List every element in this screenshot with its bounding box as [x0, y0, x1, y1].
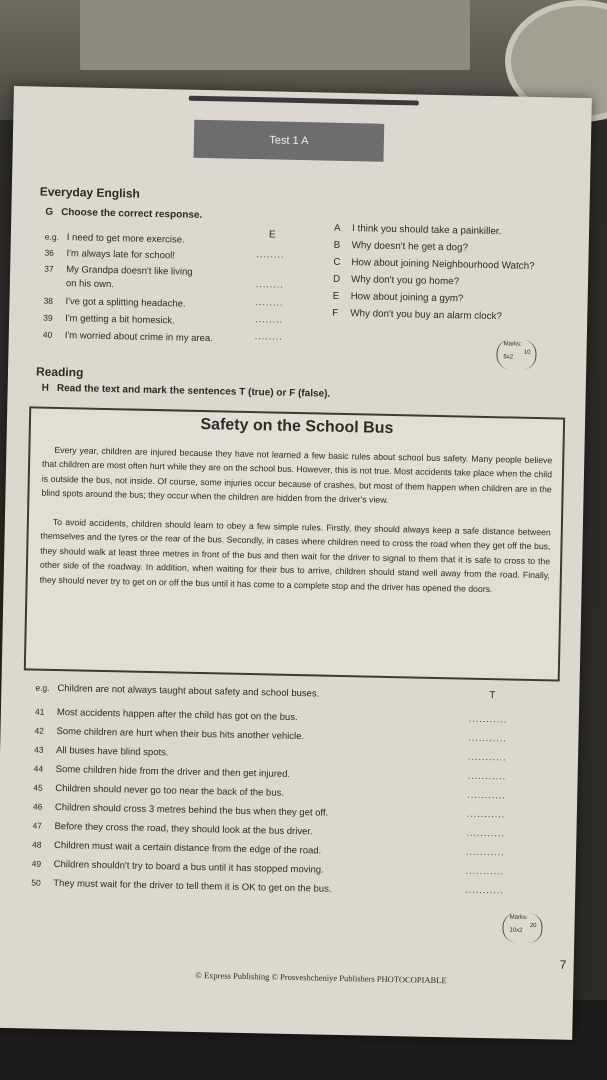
list-item: [44, 264, 193, 278]
page-top-bar: [189, 96, 419, 106]
story-paragraph-2: To avoid accidents, children should learn to obey a few simple rules. Firstly, they should always keep a safe distance between themselves and the tyres or the rear of the bus. Secondly, in cases where children need to cross the road when they get off the bus, they should walk at least three metres in front of the bus and then wait for the driver to signal to them that it is safe to cross to the other side of the roadway. In addition, when waiting for their bus to arrive, children should stand well away from the road. Finally, they should never try to get on or off the bus until it has come to a complete stop and the driver has opened the doors.: [39, 516, 551, 594]
example-answer-h: T: [489, 690, 496, 702]
item-text: I'm getting a bit homesick.: [65, 313, 175, 327]
section-h-instruction: [42, 383, 339, 400]
list-item: [44, 248, 175, 262]
answer-blank[interactable]: ........: [256, 249, 285, 260]
instruction-g-text: Choose the correct response.: [61, 207, 203, 221]
example-text: I need to get more exercise.: [66, 232, 185, 246]
section-g-instruction: [45, 207, 210, 221]
list-item: 46 Children should cross 3 metres behind the bus when they get off.: [32, 801, 329, 819]
option-f: F Why don't you buy an alarm clock?: [332, 307, 503, 323]
list-item: [43, 313, 175, 327]
list-item: 43 All buses have blind spots.: [34, 744, 169, 759]
item-text: I'm worried about crime in my area.: [64, 330, 213, 345]
answer-blank[interactable]: ...........: [467, 770, 507, 782]
list-item: 41 Most accidents happen after the child has got on the bus.: [34, 706, 298, 724]
everyday-english-heading: Everyday English: [39, 184, 140, 201]
list-item: [43, 330, 213, 345]
list-item: 49 Children shouldn't try to board a bus until it has stopped moving.: [31, 858, 324, 876]
marks-box-h: Marks: 10x2 20: [502, 912, 543, 943]
list-item: 44 Some children hide from the driver and then get injured.: [33, 763, 291, 780]
test-page: [0, 86, 592, 1040]
answer-blank[interactable]: ........: [254, 331, 283, 342]
option-a: A I think you should take a painkiller.: [333, 222, 502, 238]
story-title: Safety on the School Bus: [200, 415, 394, 438]
answer-blank[interactable]: ...........: [467, 751, 507, 763]
list-item: 47 Before they cross the road, they should look at the bus driver.: [32, 820, 313, 838]
list-item: 48 Children must wait a certain distance from the edge of the road.: [32, 839, 322, 857]
item-num: 36: [44, 247, 55, 258]
item-text: I've got a splitting headache.: [65, 296, 186, 310]
reading-text-box: [24, 406, 565, 681]
item-text: I'm always late for school!: [66, 248, 176, 262]
marks-box-g: Marks: 5x2 10: [496, 339, 537, 370]
answer-blank[interactable]: ...........: [465, 846, 505, 858]
story-paragraph-1: Every year, children are injured because they have not learned a few basic rules about school bus safety. Many people believe that children are most often hurt while they are on the school bus. However, this is not true. Most accidents take place when the child is outside the bus, not inside. Of course, some injuries occur because of crashes, but most of them happen when children are in the blind spots around the bus; they occur when the children are hidden from the driver's view.: [41, 444, 553, 506]
answer-blank[interactable]: ...........: [465, 865, 505, 877]
answer-blank[interactable]: ........: [255, 279, 285, 290]
example-line-g: [45, 232, 185, 246]
background-box: [80, 0, 470, 70]
item-num: 38: [43, 295, 54, 306]
answer-blank[interactable]: ...........: [467, 789, 506, 801]
list-item: 45 Children should never go too near the back of the bus.: [33, 782, 285, 799]
example-num: e.g.: [44, 231, 60, 242]
task-letter-h: H: [41, 382, 50, 394]
list-item: 50 They must wait for the driver to tell them it is OK to get on the bus.: [31, 877, 332, 895]
example-answer: E: [268, 229, 276, 241]
answer-blank[interactable]: ...........: [468, 732, 508, 744]
answer-blank[interactable]: ...........: [468, 713, 508, 725]
answer-blank[interactable]: ........: [255, 297, 284, 308]
option-b: B Why doesn't he get a dog?: [333, 239, 469, 254]
example-line-h: e.g. Children are not always taught about safety and school buses.: [35, 682, 320, 700]
list-item: 42 Some children are hurt when their bus hits another vehicle.: [34, 725, 305, 743]
item-num: 37: [44, 263, 54, 274]
item-num: 40: [42, 329, 53, 340]
list-item: [43, 296, 185, 310]
copyright-footer: © Express Publishing © Prosveshcheniye Publishers PHOTOCOPIABLE: [195, 969, 447, 986]
answer-blank[interactable]: ...........: [466, 827, 506, 839]
item-text: My Grandpa doesn't like living: [66, 264, 193, 278]
option-e: E How about joining a gym?: [332, 290, 464, 305]
test-title: Test 1 A: [194, 120, 385, 162]
reading-heading: Reading: [35, 364, 84, 380]
answer-blank[interactable]: ...........: [466, 808, 506, 820]
item-text-continued: on his own.: [65, 278, 115, 291]
option-c: C How about joining Neighbourhood Watch?: [333, 256, 535, 272]
page-number: 7: [559, 957, 567, 972]
option-d: D Why don't you go home?: [332, 273, 460, 288]
answer-blank[interactable]: ...........: [465, 884, 504, 896]
instruction-h-text: Read the text and mark the sentences T (true) or F (false).: [56, 382, 331, 400]
item-num: 39: [43, 312, 53, 323]
answer-blank[interactable]: ........: [255, 314, 284, 325]
task-letter-g: G: [45, 206, 54, 218]
